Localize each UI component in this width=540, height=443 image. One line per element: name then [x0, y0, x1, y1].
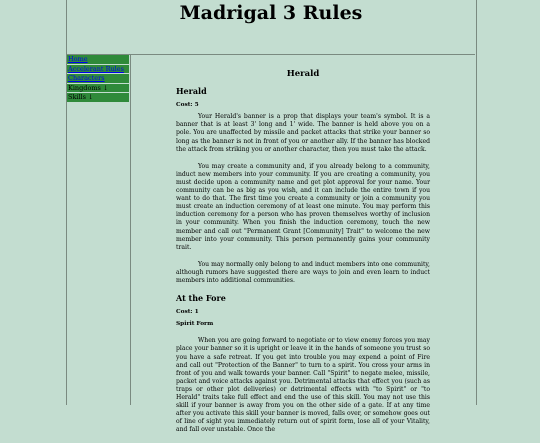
- nav-item-label[interactable]: Skills ↓: [68, 93, 94, 101]
- nav-item-characters[interactable]: [67, 74, 129, 84]
- section-heading: At the Fore: [176, 293, 226, 304]
- main-content: [176, 55, 430, 443]
- nav-item-label[interactable]: Accelerant Rules: [68, 64, 124, 73]
- skill-cost: Cost: 1: [176, 309, 199, 316]
- skill-cost: Cost: 5: [176, 102, 199, 109]
- paragraph: Your Herald's banner is a prop that displays your team's symbol. It is a banner that is at least 3' long and 1' wide. The banner is held above you on a pole. You are unaffected by missile and packet attacks that strike your banner so long as the banner is not in front of you or another ally. If the banner has blocked the attack from striking you or another character, then you must take the attack.: [176, 113, 430, 153]
- page-title: Herald: [286, 69, 320, 79]
- nav-item-label[interactable]: Kingdoms ↓: [68, 83, 109, 92]
- nav-item-label[interactable]: Home: [68, 55, 88, 63]
- nav-item-accelerant-rules[interactable]: [67, 65, 129, 75]
- nav-item-label[interactable]: Characters: [68, 74, 105, 82]
- paragraph: You may create a community and, if you already belong to a community, induct new members into your community. If you are creating a community, you must decide upon a community name and get plot approval for your name. Your community can be as big as you wish, and it can include the entire town if you want to do that. The first time you create a community or join a community you must create an induction ceremony of at least one minute. You may perform this induction ceremony for a person who has proven themselves worthy of inclusion in your community. When you finish the induction ceremony, touch the new member and call out "Permanent Grant [Community] Trait" to welcome the new member into your community. This person permanently gains your community trait.: [176, 162, 430, 251]
- nav-item-skills[interactable]: [67, 93, 129, 103]
- content-divider: [130, 55, 131, 405]
- section-heading: Herald: [176, 86, 207, 97]
- nav-item-home[interactable]: [67, 55, 129, 65]
- sidebar-nav: [67, 55, 129, 103]
- nav-item-kingdoms[interactable]: [67, 84, 129, 94]
- paragraph: When you are going forward to negotiate or to view enemy forces you may place your banner so it is upright or leave it in the hands of someone you trust so you have a safe retreat. If you get into trouble you may expend a point of Fire and call out "Protection of the Banner" to turn to a spirit. You cross your arms in front of you and walk towards your banner. Call "Spirit" to negate melee, missile, packet and voice attacks against you. Detrimental attacks that effect you (such as traps or other plot deliveries) or detrimental effects with "to Spirit" or "to Herald" traits take full effect and end the use of this skill. You may not use this skill if your banner is away from you on the other side of a gate. If at any time after you activate this skill your banner is moved, falls over, or somehow goes out of line of sight you immediately return out of spirit form, lose all of your Vitality, and fall over unstable. Once the: [176, 337, 430, 434]
- skill-type: Spirit Form: [176, 321, 214, 328]
- site-header: [67, 0, 475, 55]
- site-title: Madrigal 3 Rules: [179, 2, 363, 24]
- paragraph: You may normally only belong to and induct members into one community, although rumors have suggested there are ways to join and even learn to induct members into additional communities.: [176, 260, 430, 284]
